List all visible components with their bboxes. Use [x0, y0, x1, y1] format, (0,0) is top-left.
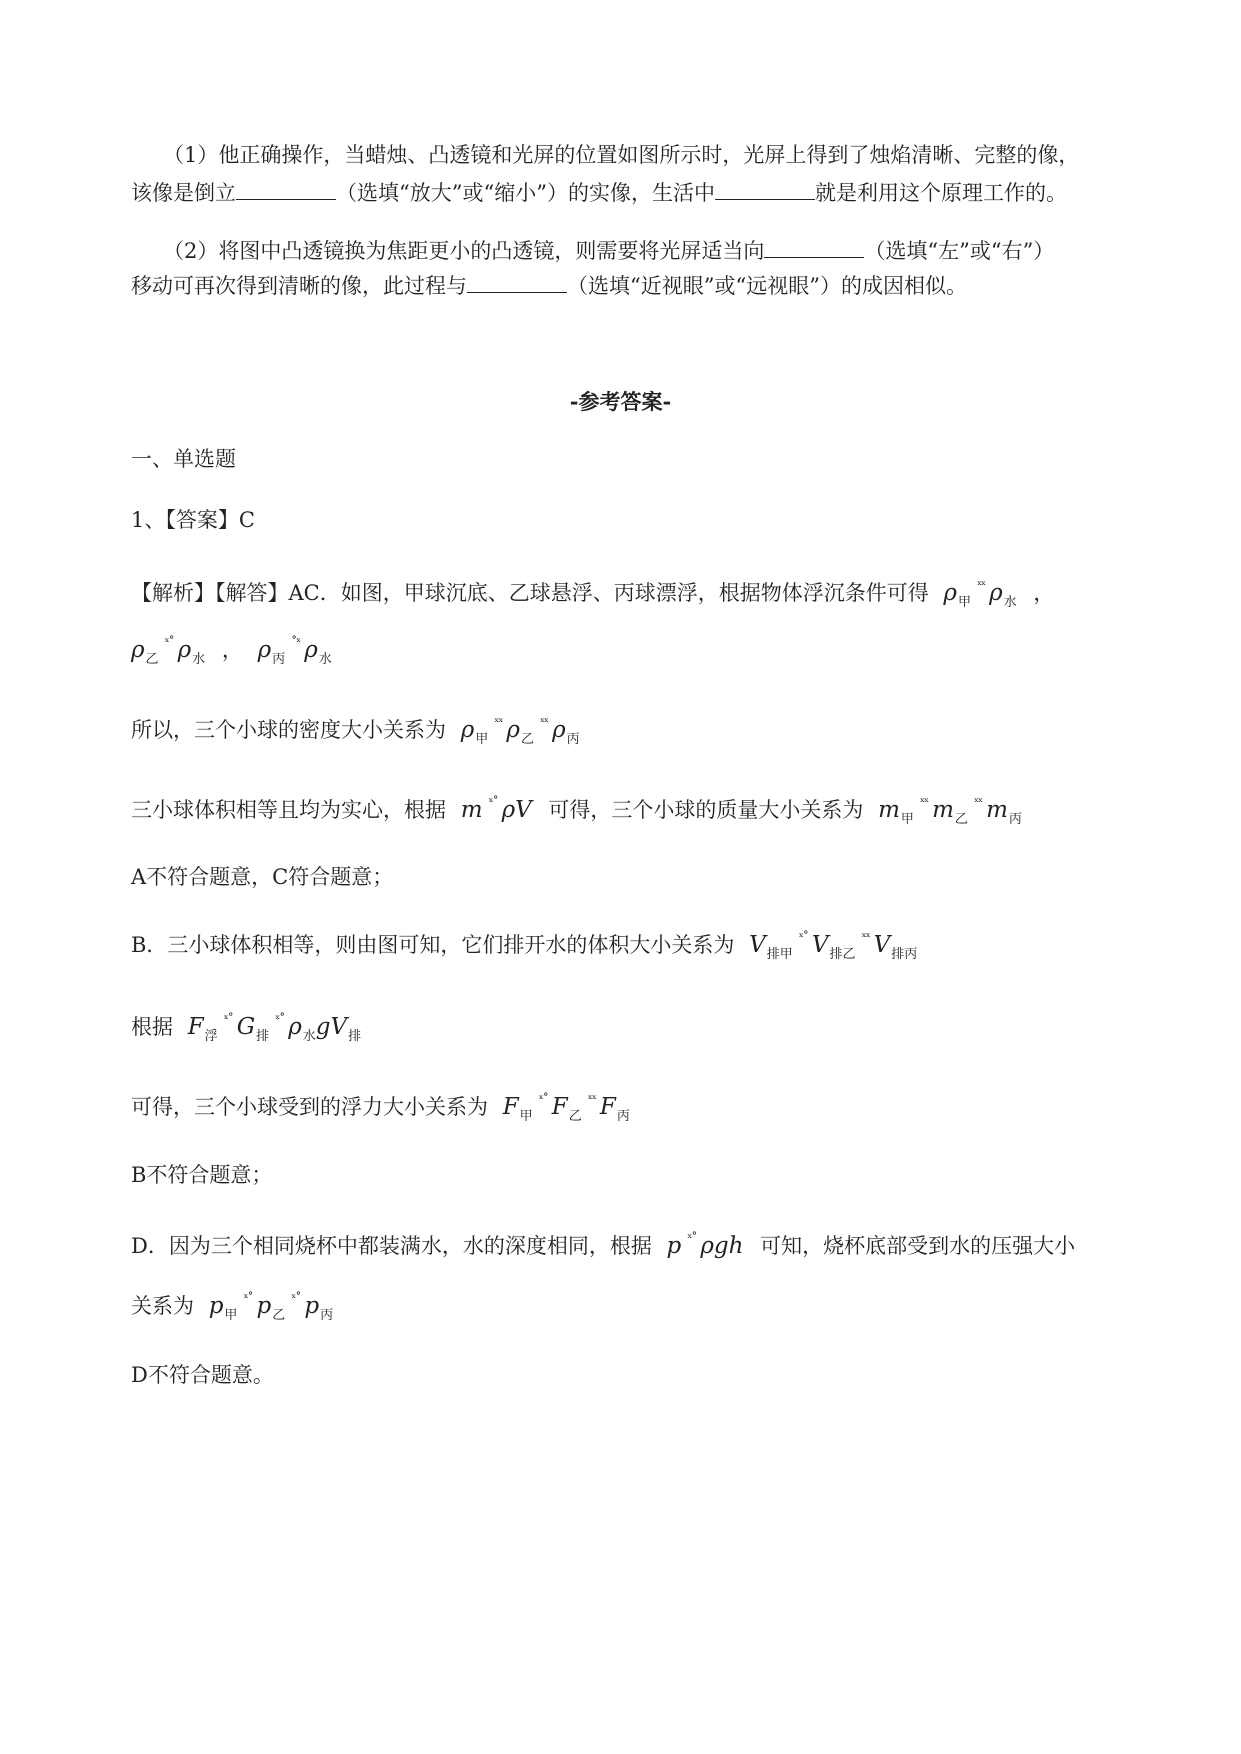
formula-density-order: $\rho_甲ˣˣ$ $\rho_乙ˣˣ$ $\rho_丙$ — [460, 715, 580, 747]
q2-line1-a: （2）将图中凸透镜换为焦距更小的凸透镜，则需要将光屏适当向 — [163, 239, 765, 263]
d-conclusion: D不符合题意。 — [131, 1363, 274, 1387]
mass-relation-line: 三小球体积相等且均为实心，根据 m ˣ˚ ρV 可得，三个小球的质量大小关系为 $m_甲ˣˣ$ $m_乙ˣˣ$ $m_丙$ — [131, 795, 1022, 827]
d-pressure-line: D．因为三个相同烧杯中都装满水，水的深度相同，根据 p ˣ˚ ρgh 可知，烧杯底部受到水的压强大小 — [131, 1231, 1076, 1259]
formula-volume-order: $V_{排甲}ˣ˚$ $V_{排乙}ˣˣ$ $V_{排丙}$ — [749, 930, 918, 962]
q1-line2-b: （选填“放大”或“缩小”）的实像，生活中 — [336, 181, 715, 205]
density-relation-line: 所以，三个小球的密度大小关系为 $\rho_甲ˣˣ$ $\rho_乙ˣˣ$ $\rho_丙$ — [131, 715, 580, 747]
formula-p-eq-rhogh: p ˣ˚ ρgh — [666, 1231, 744, 1259]
formula-archimedes: $F_浮ˣ˚$ $G_排ˣ˚$ $\rho_水gV_排$ — [187, 1012, 362, 1044]
q1-line2-a: 该像是倒立 — [131, 181, 236, 205]
analysis-prefix: 【解析】【解答】AC．如图，甲球沉底、乙球悬浮、丙球漂浮，根据物体浮沉条件可得 — [131, 581, 929, 605]
q2-line2-b: （选填“近视眼”或“远视眼”）的成因相似。 — [567, 274, 967, 298]
formula-mass-order: $m_甲ˣˣ$ $m_乙ˣˣ$ $m_丙$ — [878, 795, 1022, 827]
q1-line2-c: 就是利用这个原理工作的。 — [814, 181, 1067, 205]
buoyancy-formula-line: 根据 $F_浮ˣ˚$ $G_排ˣ˚$ $\rho_水gV_排$ — [131, 1012, 362, 1044]
q2-line2 — [131, 268, 967, 301]
formula-rho-yi-eq-rho-shui: $\rho_乙ˣ˚$ $\rho_水$ — [131, 635, 206, 667]
formula-force-order: $F_甲ˣ˚$ $F_乙ˣˣ$ $F_丙$ — [502, 1092, 630, 1124]
q2-line2-a: 移动可再次得到清晰的像，此过程与 — [131, 274, 467, 298]
answer-blank-2[interactable] — [715, 175, 815, 200]
answer-title: -参考答案- — [569, 389, 672, 414]
d-pressure-line-2: 关系为 $p_甲ˣ˚$ $p_乙ˣ˚$ $p_丙$ — [131, 1291, 334, 1323]
analysis-line-2: $\rho_乙ˣ˚$ $\rho_水$ ， $\rho_丙˚ˣ$ $\rho_水$ — [131, 635, 332, 667]
formula-pressure-order: $p_甲ˣ˚$ $p_乙ˣ˚$ $p_丙$ — [208, 1291, 334, 1323]
q2-line1-b: （选填“左”或“右”） — [864, 239, 1055, 263]
force-relation-line: 可得，三个小球受到的浮力大小关系为 $F_甲ˣ˚$ $F_乙ˣˣ$ $F_丙$ — [131, 1092, 630, 1124]
formula-m-eq-rhoV: m ˣ˚ ρV — [460, 795, 532, 823]
formula-rho-jia-gt-rho-shui: $\rho_甲ˣˣ$ $\rho_水$ — [943, 578, 1017, 610]
formula-rho-bing-lt-rho-shui: $\rho_丙˚ˣ$ $\rho_水$ — [257, 635, 332, 667]
answer-blank-1[interactable] — [236, 175, 336, 200]
ac-conclusion: A不符合题意，C符合题意； — [131, 865, 394, 889]
q1-line2 — [131, 175, 1067, 208]
q1-line1: （1）他正确操作，当蜡烛、凸透镜和光屏的位置如图所示时，光屏上得到了烛焰清晰、完整的像， — [163, 143, 1080, 167]
q2-line1 — [163, 233, 1054, 266]
answer-blank-4[interactable] — [467, 268, 567, 293]
analysis-line-1: 【解析】【解答】AC．如图，甲球沉底、乙球悬浮、丙球漂浮，根据物体浮沉条件可得 $\rho_甲ˣˣ$ $\rho_水$ ， — [131, 578, 1055, 610]
b-volume-line: B．三小球体积相等，则由图可知，它们排开水的体积大小关系为 $V_{排甲}ˣ˚$ $V_{排乙}ˣˣ$ $V_{排丙}$ — [131, 930, 918, 962]
answer-item-1: 1、【答案】C — [131, 508, 255, 532]
section-heading: 一、单选题 — [131, 447, 236, 471]
b-conclusion: B不符合题意； — [131, 1163, 273, 1187]
answer-blank-3[interactable] — [764, 233, 864, 258]
